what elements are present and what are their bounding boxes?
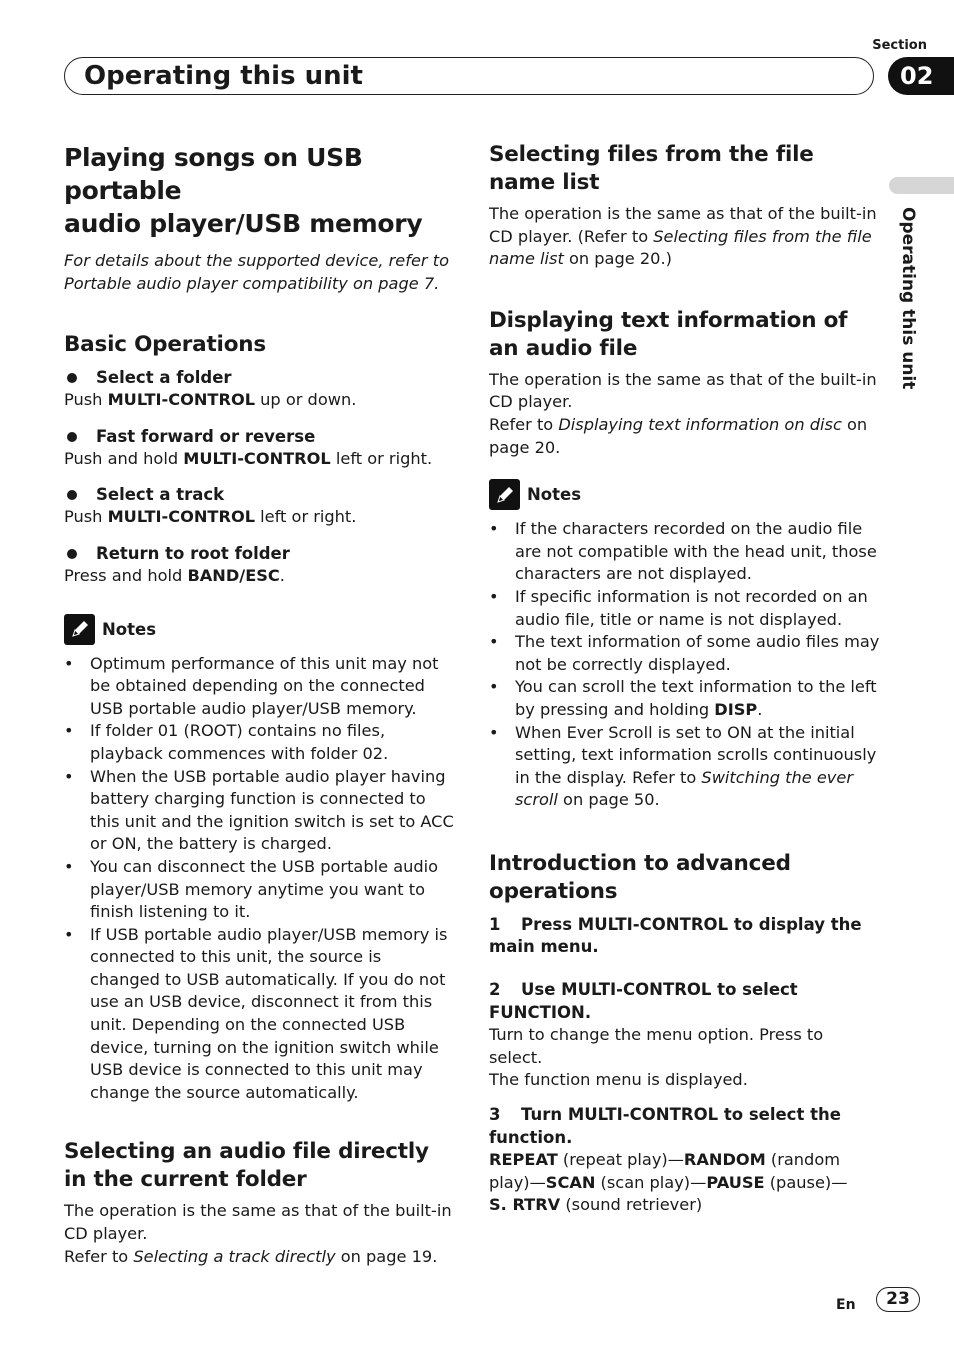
note-item: • You can disconnect the USB portable audio player/USB memory anytime you want to finish listening to it. <box>64 856 454 924</box>
text-info-text: The operation is the same as that of the built-in CD player. <box>489 369 877 412</box>
step-3 <box>489 1104 881 1149</box>
main-title <box>64 141 454 240</box>
function-key: SCAN <box>545 1172 596 1192</box>
ref-link-text: Selecting files from the file name list <box>489 226 872 269</box>
right-column <box>489 141 881 1217</box>
note-item: • The text information of some audio files may not be correctly displayed. <box>489 631 881 676</box>
function-key: REPEAT <box>489 1150 558 1170</box>
body-text: The operation is the same as that of the built-in CD player. (Refer to <box>489 204 877 246</box>
op-key: MULTI-CONTROL <box>107 507 256 527</box>
text-info-ref <box>489 414 881 459</box>
note-key: DISP <box>714 699 758 719</box>
section-number-badge: 02 <box>888 57 954 95</box>
left-column <box>64 141 454 1268</box>
text-info-heading: Displaying text information of an audio file <box>489 307 848 361</box>
step-number: 1 <box>489 914 501 934</box>
bullet-icon <box>67 373 77 383</box>
step-number: 2 <box>489 980 501 1000</box>
op-heading: Return to root folder <box>96 543 290 563</box>
note-text: . <box>757 699 763 719</box>
op-heading: Select a track <box>96 485 225 505</box>
step-text: Press MULTI-CONTROL to display the main menu. <box>489 914 862 957</box>
ref-link-text: Displaying text information on disc <box>558 414 842 434</box>
op-key: MULTI-CONTROL <box>183 448 331 468</box>
ref-text: Refer to <box>489 414 559 434</box>
page-header-title: Operating this unit <box>84 61 363 91</box>
file-list-text <box>489 203 881 271</box>
op-text: . <box>279 565 285 585</box>
notes-label: Notes <box>527 485 582 505</box>
step-text: Turn MULTI-CONTROL to select the function. <box>489 1105 841 1147</box>
note-item: • If the characters recorded on the audio file are not compatible with the head unit, those characters are not displayed. <box>489 518 881 586</box>
intro-line-2: Portable audio player compatibility on page 7. <box>64 273 440 293</box>
note-item: • When the USB portable audio player having battery charging function is connected to this unit and the ignition switch is set to ACC or ON, the battery is charged. <box>64 766 454 856</box>
op-heading: Select a folder <box>96 368 232 388</box>
basic-op-item <box>64 367 454 412</box>
op-key: MULTI-CONTROL <box>107 390 256 410</box>
ref-link-text: Switching the ever scroll <box>515 767 853 810</box>
step-number: 3 <box>489 1105 501 1125</box>
side-section-label: Operating this unit <box>898 207 918 390</box>
step-1 <box>489 914 881 959</box>
function-desc: (repeat play)— <box>557 1150 684 1170</box>
note-item <box>489 676 881 721</box>
body-text: on page 20.) <box>563 249 672 269</box>
bullet-icon <box>67 432 77 442</box>
main-title-line-2: audio player/USB memory <box>64 209 423 238</box>
function-key: S. RTRV <box>489 1195 561 1215</box>
main-title-line-1: Playing songs on USB portable <box>64 143 363 205</box>
section-label: Section <box>872 38 927 53</box>
file-list-heading: Selecting files from the file name list <box>489 142 814 195</box>
page-number: 23 <box>876 1287 920 1312</box>
op-text: left or right. <box>330 448 433 468</box>
advanced-operations-heading: Introduction to advanced operations <box>489 850 791 904</box>
side-tab-marker <box>889 177 954 194</box>
note-item: • If specific information is not recorded on an audio file, title or name is not displayed. <box>489 586 881 631</box>
op-text: Push and hold <box>64 448 184 468</box>
notes-heading <box>489 479 881 510</box>
step-2-text: Turn to change the menu option. Press to select. <box>489 1025 824 1067</box>
note-item: • If USB portable audio player/USB memory is connected to this unit, the source is changed to USB automatically. If you do not use an USB device, disconnect it from this unit. Depending on the connected USB device, turning on the ignition switch while USB device is connected to this unit may change the source automatically. <box>64 924 454 1105</box>
notes-list <box>489 518 881 812</box>
notes-label: Notes <box>102 619 157 639</box>
function-key: RANDOM <box>683 1150 766 1170</box>
basic-op-item <box>64 426 454 471</box>
notes-heading <box>64 614 454 645</box>
op-text: up or down. <box>255 390 357 410</box>
pencil-icon <box>64 614 95 645</box>
note-item <box>489 722 881 812</box>
bullet-icon <box>67 549 77 559</box>
note-text: on page 50. <box>557 790 660 810</box>
basic-op-item <box>64 543 454 588</box>
basic-op-item <box>64 484 454 529</box>
intro-line-1: For details about the supported device, refer to <box>64 251 449 270</box>
op-text: Push <box>64 390 108 410</box>
ref-text: Refer to <box>64 1246 134 1266</box>
function-desc: (random play)— <box>489 1150 841 1192</box>
language-label: En <box>836 1297 856 1313</box>
basic-operations-heading: Basic Operations <box>64 332 266 358</box>
function-desc: (pause)— <box>764 1172 848 1192</box>
function-key: PAUSE <box>706 1172 765 1192</box>
note-item: • If folder 01 (ROOT) contains no files, playback commences with folder 02. <box>64 720 454 765</box>
direct-select-text: The operation is the same as that of the built-in CD player. <box>64 1201 452 1244</box>
direct-select-heading: Selecting an audio file directly in the current folder <box>64 1139 429 1193</box>
ref-text: on page 20. <box>489 414 868 457</box>
op-key: BAND/ESC <box>187 565 280 585</box>
pencil-icon <box>489 479 520 510</box>
op-text: Press and hold <box>64 565 188 585</box>
direct-select-ref <box>64 1246 454 1269</box>
note-text: You can scroll the text information to the left by pressing and holding <box>515 677 877 719</box>
op-heading: Fast forward or reverse <box>96 426 316 446</box>
op-text: left or right. <box>255 507 357 527</box>
function-list <box>489 1149 881 1217</box>
ref-link-text: Selecting a track directly <box>133 1246 336 1266</box>
function-desc: (sound retriever) <box>560 1195 703 1215</box>
function-desc: (scan play)— <box>595 1172 707 1192</box>
ref-text: on page 19. <box>335 1246 438 1266</box>
op-text: Push <box>64 507 108 527</box>
note-item: • Optimum performance of this unit may not be obtained depending on the connected USB portable audio player/USB memory. <box>64 653 454 721</box>
notes-list <box>64 653 454 1105</box>
step-text: Use MULTI-CONTROL to select FUNCTION. <box>489 980 798 1022</box>
note-text: When Ever Scroll is set to ON at the initial setting, text information scrolls continuously in the display. Refer to <box>515 722 877 787</box>
step-2-result: The function menu is displayed. <box>489 1070 748 1090</box>
intro-text <box>64 250 454 295</box>
step-2 <box>489 979 881 1024</box>
bullet-icon <box>67 490 77 500</box>
